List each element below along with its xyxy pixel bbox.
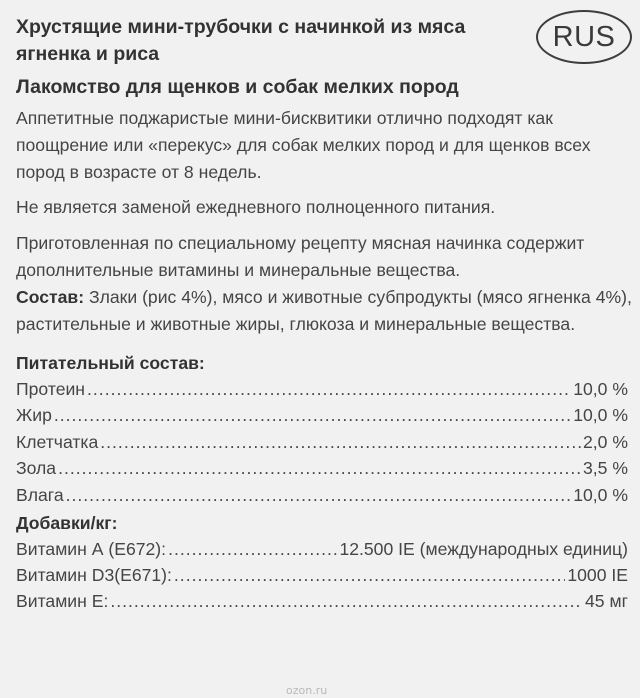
description-paragraph: Аппетитные поджаристые мини-бисквитики отлично подходят как поощрение или «перекус» для собак мелких пород и для щенков всех пород в возрасте от 8 недель. xyxy=(16,108,591,182)
nutrition-heading: Питательный состав: xyxy=(16,353,205,373)
nutrition-row-ash xyxy=(16,455,628,481)
additive-value: 45 мг xyxy=(585,591,628,612)
composition-paragraph xyxy=(16,284,640,338)
additives-heading: Добавки/кг: xyxy=(16,513,118,534)
language-badge: RUS xyxy=(536,10,632,64)
nutrition-value: 10,0 % xyxy=(573,379,628,399)
additive-label: Витамин D3(Е671): xyxy=(16,565,172,586)
nutrition-label: Клетчатка xyxy=(16,431,99,452)
disclaimer-paragraph: Не является заменой ежедневного полноценного питания. xyxy=(16,197,496,217)
additive-label: Витамин Е: xyxy=(16,591,109,612)
nutrition-value: 10,0 % xyxy=(573,484,628,505)
nutrition-label: Жир xyxy=(16,405,52,426)
nutrition-row-fat xyxy=(16,402,628,428)
leader-dots xyxy=(110,588,583,614)
composition-label: Состав: xyxy=(16,287,85,307)
leader-dots xyxy=(58,455,581,481)
leader-dots xyxy=(100,429,581,455)
leader-dots xyxy=(87,376,571,402)
additives-table xyxy=(16,536,628,614)
leader-dots xyxy=(168,536,337,562)
leader-dots xyxy=(54,402,571,428)
nutrition-table xyxy=(16,376,628,508)
filling-paragraph: Приготовленная по специальному рецепту мясная начинка содержит дополнительные витамины и минеральные вещества. xyxy=(16,233,585,280)
nutrition-value: 3,5 % xyxy=(583,458,628,479)
additive-row-vitamin-e xyxy=(16,588,628,614)
additive-row-vitamin-a xyxy=(16,536,628,562)
nutrition-value: 2,0 % xyxy=(583,431,628,452)
nutrition-row-protein xyxy=(16,376,628,402)
additive-value: 12.500 IE (международных единиц) xyxy=(339,539,628,560)
additive-value: 1000 IE xyxy=(567,565,628,586)
nutrition-row-fiber xyxy=(16,429,628,455)
composition-text: Злаки (рис 4%), мясо и животные субпродукты (мясо ягненка 4%), растительные и животные жиры, глюкоза и минеральные вещества. xyxy=(16,287,632,334)
product-subtitle: Лакомство для щенков и собак мелких пород xyxy=(16,76,459,98)
leader-dots xyxy=(66,482,572,508)
additive-row-vitamin-d3 xyxy=(16,562,628,588)
product-title: Хрустящие мини-трубочки с начинкой из мяса ягненка и риса xyxy=(16,16,466,65)
nutrition-value: 10,0 % xyxy=(573,405,628,426)
leader-dots xyxy=(174,562,565,588)
nutrition-label: Влага xyxy=(16,484,64,505)
nutrition-label: Зола xyxy=(16,458,57,479)
watermark: ozon.ru xyxy=(286,684,328,697)
nutrition-label: Протеин xyxy=(16,379,86,399)
additive-label: Витамин А (Е672): xyxy=(16,539,167,560)
nutrition-row-moisture xyxy=(16,482,628,508)
